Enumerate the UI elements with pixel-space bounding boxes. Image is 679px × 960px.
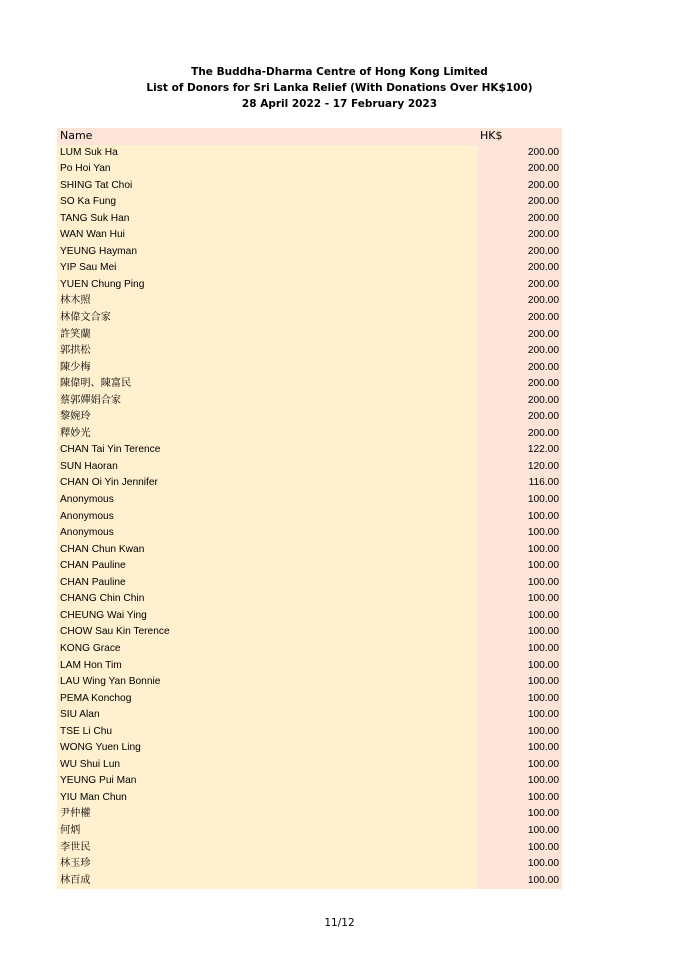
table-row <box>57 558 562 575</box>
donation-amount: 100.00 <box>478 558 562 575</box>
table-row <box>57 542 562 559</box>
donor-name: 何炳 <box>57 823 478 840</box>
table-row <box>57 757 562 774</box>
donor-name: YEUNG Hayman <box>57 244 478 261</box>
donation-amount: 100.00 <box>478 823 562 840</box>
donor-name: 林玉珍 <box>57 856 478 873</box>
donor-name: LAM Hon Tim <box>57 658 478 675</box>
table-row <box>57 426 562 443</box>
donation-amount: 200.00 <box>478 277 562 294</box>
donation-amount: 100.00 <box>478 525 562 542</box>
donor-name: 陳偉明、陳富民 <box>57 376 478 393</box>
donation-amount: 100.00 <box>478 641 562 658</box>
donor-table <box>57 128 562 889</box>
donation-amount: 116.00 <box>478 475 562 492</box>
table-row <box>57 740 562 757</box>
donor-name: WU Shui Lun <box>57 757 478 774</box>
table-row <box>57 575 562 592</box>
donation-amount: 200.00 <box>478 310 562 327</box>
table-row <box>57 840 562 857</box>
donor-name: Anonymous <box>57 492 478 509</box>
table-row <box>57 724 562 741</box>
table-header-row <box>57 128 562 145</box>
list-title: List of Donors for Sri Lanka Relief (With Donations Over HK$100) <box>146 82 533 94</box>
table-row <box>57 360 562 377</box>
table-row <box>57 409 562 426</box>
donor-name: 林偉文合家 <box>57 310 478 327</box>
donor-name: Po Hoi Yan <box>57 161 478 178</box>
donor-name: TSE Li Chu <box>57 724 478 741</box>
donor-name: YEUNG Pui Man <box>57 773 478 790</box>
donor-name: WAN Wan Hui <box>57 227 478 244</box>
donation-amount: 200.00 <box>478 161 562 178</box>
donor-name: SUN Haoran <box>57 459 478 476</box>
donation-amount: 100.00 <box>478 840 562 857</box>
donation-amount: 100.00 <box>478 509 562 526</box>
donor-name: LUM Suk Ha <box>57 145 478 162</box>
donor-name: TANG Suk Han <box>57 211 478 228</box>
table-row <box>57 442 562 459</box>
donation-amount: 100.00 <box>478 591 562 608</box>
donation-amount: 100.00 <box>478 674 562 691</box>
table-row <box>57 641 562 658</box>
table-row <box>57 161 562 178</box>
donation-amount: 200.00 <box>478 360 562 377</box>
donor-name: LAU Wing Yan Bonnie <box>57 674 478 691</box>
donation-amount: 200.00 <box>478 244 562 261</box>
donation-amount: 200.00 <box>478 376 562 393</box>
table-row <box>57 691 562 708</box>
donation-amount: 100.00 <box>478 608 562 625</box>
donor-name: 李世民 <box>57 840 478 857</box>
donor-name: 蔡郭嬋娟合家 <box>57 393 478 410</box>
table-row <box>57 145 562 162</box>
document-header <box>0 64 679 112</box>
date-range: 28 April 2022 - 17 February 2023 <box>241 98 438 110</box>
table-row <box>57 343 562 360</box>
donor-name: CHAN Tai Yin Terence <box>57 442 478 459</box>
donation-amount: 200.00 <box>478 293 562 310</box>
donor-name: WONG Yuen Ling <box>57 740 478 757</box>
table-row <box>57 475 562 492</box>
table-row <box>57 591 562 608</box>
table-row <box>57 773 562 790</box>
table-row <box>57 178 562 195</box>
table-row <box>57 492 562 509</box>
table-row <box>57 707 562 724</box>
table-row <box>57 856 562 873</box>
table-row <box>57 823 562 840</box>
table-row <box>57 459 562 476</box>
table-row <box>57 327 562 344</box>
donation-amount: 200.00 <box>478 211 562 228</box>
donor-name: Anonymous <box>57 509 478 526</box>
table-row <box>57 277 562 294</box>
donor-name: 郭拱松 <box>57 343 478 360</box>
table-row <box>57 260 562 277</box>
donor-name: CHOW Sau Kin Terence <box>57 624 478 641</box>
donation-amount: 200.00 <box>478 426 562 443</box>
donor-name: CHANG Chin Chin <box>57 591 478 608</box>
donor-name: CHAN Pauline <box>57 558 478 575</box>
donation-amount: 100.00 <box>478 790 562 807</box>
donation-amount: 200.00 <box>478 227 562 244</box>
donation-amount: 200.00 <box>478 343 562 360</box>
donor-name: 林木照 <box>57 293 478 310</box>
table-row <box>57 244 562 261</box>
table-row <box>57 509 562 526</box>
donor-name: KONG Grace <box>57 641 478 658</box>
donor-name: 林百成 <box>57 873 478 890</box>
donor-name: SO Ka Fung <box>57 194 478 211</box>
donation-amount: 100.00 <box>478 624 562 641</box>
donation-amount: 200.00 <box>478 327 562 344</box>
donation-amount: 200.00 <box>478 409 562 426</box>
table-row <box>57 790 562 807</box>
donation-amount: 100.00 <box>478 757 562 774</box>
donation-amount: 100.00 <box>478 856 562 873</box>
donor-name: SIU Alan <box>57 707 478 724</box>
donation-amount: 100.00 <box>478 542 562 559</box>
table-row <box>57 658 562 675</box>
table-row <box>57 310 562 327</box>
donation-amount: 120.00 <box>478 459 562 476</box>
donation-amount: 100.00 <box>478 724 562 741</box>
donation-amount: 100.00 <box>478 658 562 675</box>
table-row <box>57 674 562 691</box>
column-header-amount: HK$ <box>478 128 562 145</box>
donor-name: CHAN Chun Kwan <box>57 542 478 559</box>
page-number: 11/12 <box>324 917 355 929</box>
donor-name: CHEUNG Wai Ying <box>57 608 478 625</box>
donor-name: CHAN Pauline <box>57 575 478 592</box>
table-row <box>57 525 562 542</box>
donor-name: YIP Sau Mei <box>57 260 478 277</box>
donor-name: 釋妙光 <box>57 426 478 443</box>
table-row <box>57 227 562 244</box>
table-row <box>57 211 562 228</box>
donor-name: SHING Tat Choi <box>57 178 478 195</box>
donor-name: YUEN Chung Ping <box>57 277 478 294</box>
donor-name: 許笑蘭 <box>57 327 478 344</box>
donation-amount: 200.00 <box>478 194 562 211</box>
donation-amount: 200.00 <box>478 178 562 195</box>
donation-amount: 122.00 <box>478 442 562 459</box>
donation-amount: 100.00 <box>478 691 562 708</box>
donor-name: CHAN Oi Yin Jennifer <box>57 475 478 492</box>
donation-amount: 100.00 <box>478 707 562 724</box>
organization-title: The Buddha-Dharma Centre of Hong Kong Limited <box>191 66 488 78</box>
column-header-name: Name <box>57 128 478 145</box>
donor-name: YIU Man Chun <box>57 790 478 807</box>
table-row <box>57 806 562 823</box>
donor-name: 陳少梅 <box>57 360 478 377</box>
donation-amount: 100.00 <box>478 873 562 890</box>
table-row <box>57 293 562 310</box>
donor-name: PEMA Konchog <box>57 691 478 708</box>
table-row <box>57 624 562 641</box>
table-row <box>57 393 562 410</box>
donation-amount: 100.00 <box>478 575 562 592</box>
donor-name: Anonymous <box>57 525 478 542</box>
donation-amount: 200.00 <box>478 393 562 410</box>
donation-amount: 200.00 <box>478 260 562 277</box>
donation-amount: 100.00 <box>478 740 562 757</box>
donation-amount: 100.00 <box>478 773 562 790</box>
donation-amount: 100.00 <box>478 492 562 509</box>
table-row <box>57 608 562 625</box>
table-body <box>57 145 562 890</box>
table-row <box>57 194 562 211</box>
table-row <box>57 873 562 890</box>
donor-name: 尹仲權 <box>57 806 478 823</box>
table-row <box>57 376 562 393</box>
donation-amount: 100.00 <box>478 806 562 823</box>
donation-amount: 200.00 <box>478 145 562 162</box>
donor-name: 黎婉玲 <box>57 409 478 426</box>
